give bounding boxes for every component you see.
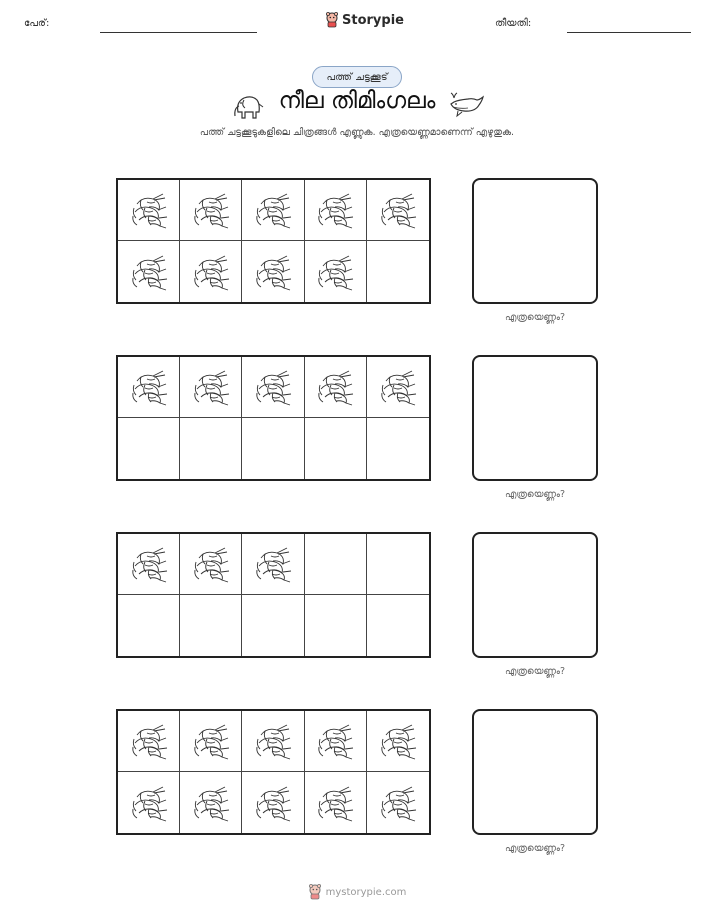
frame-cell	[367, 711, 429, 772]
shrimp-icon	[378, 190, 418, 230]
frame-cell	[305, 418, 367, 479]
answer-box-2[interactable]	[472, 355, 598, 481]
frame-cell	[242, 595, 304, 656]
frame-cell	[118, 534, 180, 595]
worksheet-type-badge: പത്ത് ചട്ടക്കൂട്	[312, 66, 402, 88]
frame-cell	[180, 241, 242, 302]
shrimp-icon	[315, 252, 355, 292]
answer-question-3: എത്രയെണ്ണം?	[504, 666, 566, 677]
frame-cell	[180, 595, 242, 656]
frame-cell	[367, 534, 429, 595]
shrimp-icon	[191, 190, 231, 230]
shrimp-icon	[129, 190, 169, 230]
frame-cell	[118, 357, 180, 418]
shrimp-icon	[129, 367, 169, 407]
frame-cell	[180, 534, 242, 595]
shrimp-icon	[378, 721, 418, 761]
frame-cell	[305, 534, 367, 595]
frame-cell	[242, 418, 304, 479]
frame-cell	[242, 711, 304, 772]
ten-frame-1	[116, 178, 431, 304]
frame-cell	[367, 418, 429, 479]
shrimp-icon	[191, 367, 231, 407]
frame-cell	[180, 772, 242, 833]
shrimp-icon	[253, 783, 293, 823]
shrimp-icon	[129, 783, 169, 823]
shrimp-icon	[191, 783, 231, 823]
frame-cell	[242, 772, 304, 833]
frame-cell	[305, 711, 367, 772]
frame-cell	[367, 772, 429, 833]
date-label: തീയതി:	[495, 18, 532, 29]
frame-cell	[180, 418, 242, 479]
answer-question-1: എത്രയെണ്ണം?	[504, 312, 566, 323]
frame-cell	[305, 772, 367, 833]
frame-cell	[118, 772, 180, 833]
frame-cell	[305, 357, 367, 418]
name-label: പേര്:	[24, 18, 50, 29]
shrimp-icon	[315, 721, 355, 761]
shrimp-icon	[253, 721, 293, 761]
brand-logo	[325, 12, 404, 28]
shrimp-icon	[315, 783, 355, 823]
shrimp-icon	[315, 367, 355, 407]
answer-box-1[interactable]	[472, 178, 598, 304]
frame-cell	[180, 357, 242, 418]
frame-cell	[242, 534, 304, 595]
frame-cell	[242, 241, 304, 302]
shrimp-icon	[191, 544, 231, 584]
frame-cell	[305, 180, 367, 241]
answer-box-4[interactable]	[472, 709, 598, 835]
shrimp-icon	[129, 721, 169, 761]
frame-cell	[305, 595, 367, 656]
whale-icon	[448, 92, 484, 118]
shrimp-icon	[253, 544, 293, 584]
frame-cell	[367, 595, 429, 656]
shrimp-icon	[191, 252, 231, 292]
shrimp-icon	[129, 252, 169, 292]
shrimp-icon	[378, 367, 418, 407]
shrimp-icon	[253, 252, 293, 292]
frame-cell	[118, 595, 180, 656]
shrimp-icon	[253, 367, 293, 407]
shrimp-icon	[129, 544, 169, 584]
instructions: പത്ത് ചട്ടക്കൂടുകളിലെ ചിത്രങ്ങൾ എണ്ണുക. എത്രയെണ്ണമാണെന്ന് എഴുതുക.	[199, 127, 515, 138]
shrimp-icon	[253, 190, 293, 230]
ten-frame-4	[116, 709, 431, 835]
frame-cell	[180, 180, 242, 241]
title-row	[0, 88, 714, 126]
footer-url: mystorypie.com	[325, 886, 407, 898]
frame-cell	[180, 711, 242, 772]
frame-cell	[118, 711, 180, 772]
shrimp-icon	[191, 721, 231, 761]
page-title: നീല തിമിംഗലം	[278, 88, 436, 114]
frame-cell	[242, 357, 304, 418]
frame-cell	[367, 180, 429, 241]
shrimp-icon	[378, 783, 418, 823]
storypie-mascot-icon	[308, 884, 322, 900]
footer	[0, 884, 714, 900]
date-line[interactable]	[567, 32, 691, 33]
frame-cell	[367, 241, 429, 302]
name-line[interactable]	[100, 32, 257, 33]
frame-cell	[118, 241, 180, 302]
answer-question-4: എത്രയെണ്ണം?	[504, 843, 566, 854]
ten-frame-2	[116, 355, 431, 481]
storypie-mascot-icon	[325, 12, 339, 28]
answer-box-3[interactable]	[472, 532, 598, 658]
frame-cell	[118, 180, 180, 241]
frame-cell	[118, 418, 180, 479]
answer-question-2: എത്രയെണ്ണം?	[504, 489, 566, 500]
frame-cell	[305, 241, 367, 302]
frame-cell	[367, 357, 429, 418]
brand-name: Storypie	[342, 12, 404, 28]
shrimp-icon	[315, 190, 355, 230]
ten-frame-3	[116, 532, 431, 658]
frame-cell	[242, 180, 304, 241]
